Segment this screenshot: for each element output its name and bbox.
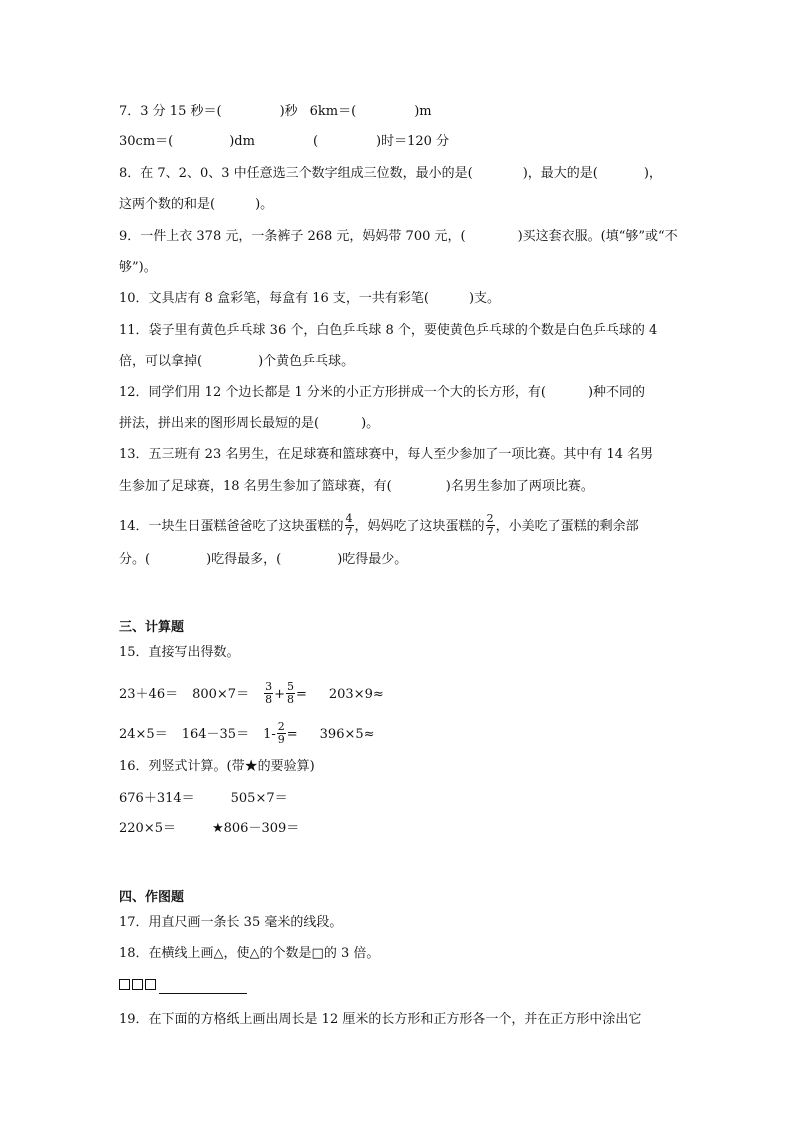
fraction-denominator: 7 [345, 525, 353, 538]
q15-row2 [119, 722, 375, 747]
q13-text: )名男生参加了两项比赛。 [445, 479, 594, 494]
q9-line1 [119, 229, 678, 245]
q8-text: )。 [255, 197, 274, 212]
calc-item: 505×7＝ [230, 791, 288, 806]
q7-text-a: 7．3 分 15 秒＝( [119, 104, 222, 119]
calc-item: 800×7＝ [192, 687, 250, 702]
calc-item: 203×9≈ [328, 687, 384, 702]
q8-line2 [119, 197, 273, 213]
q14-text: 14．一块生日蛋糕爸爸吃了这块蛋糕的 [119, 519, 344, 534]
q9-line2 [119, 260, 157, 276]
q15-row1 [119, 682, 384, 707]
q11-text: 11．袋子里有黄色乒乓球 36 个，白色乒乓球 8 个，要使黄色乒乓球的个数是白色乒乓球的 4 [119, 323, 658, 338]
q11-line1 [119, 323, 657, 339]
q7-text-b: )秒 [279, 104, 298, 119]
square-icon [145, 979, 156, 990]
q11-line2 [119, 354, 354, 370]
answer-line[interactable] [159, 981, 247, 994]
equals-sign: = [295, 687, 307, 702]
q12-text: )种不同的 [587, 385, 646, 400]
calc-item: 396×5≈ [319, 727, 375, 742]
calc-item: 24×5＝ [119, 727, 168, 742]
q7-text-f: )dm [229, 134, 255, 149]
q7-text-g: ( [312, 134, 319, 149]
q14-text: ，妈妈吃了这块蛋糕的 [354, 519, 485, 534]
q12-line1 [119, 385, 645, 401]
equals-sign: = [286, 727, 298, 742]
q7-text-d: )m [414, 104, 432, 119]
q15-title: 15．直接写出得数。 [119, 645, 240, 660]
calc-item: 23＋46＝ [119, 687, 179, 702]
q7-line1 [119, 104, 432, 120]
q13-text: 13．五三班有 23 名男生，在足球赛和篮球赛中，每人至少参加了一项比赛。其中有 14 名男 [119, 447, 654, 462]
q12-text: )。 [361, 416, 380, 431]
q16-row1 [119, 791, 288, 807]
fraction-numerator: 2 [486, 512, 494, 525]
square-icon [119, 979, 130, 990]
q8-text: )，最大的是( [522, 166, 598, 181]
q14-text: 分。( [119, 552, 151, 567]
q14-text: ，小美吃了蛋糕的剩余部 [495, 519, 639, 534]
calc-item: 676＋314＝ [119, 791, 195, 806]
q18-drawing-row [119, 978, 247, 994]
q10-text: )支。 [468, 291, 501, 306]
q14-text: )吃得最少。 [337, 552, 408, 567]
q7-line2 [119, 134, 449, 150]
fraction-numerator: 4 [345, 512, 353, 525]
fraction [277, 721, 286, 746]
calc-item: 1- [263, 727, 276, 742]
calc-item: ★806－309＝ [211, 821, 300, 836]
q8-line1 [119, 166, 662, 182]
q8-text: 这两个数的和是( [119, 197, 216, 212]
fraction [486, 513, 495, 538]
q19-text: 19．在下面的方格纸上画出周长是 12 厘米的长方形和正方形各一个，并在正方形中涂出它 [119, 1012, 642, 1027]
q13-line2 [119, 479, 594, 495]
q16-row2 [119, 821, 299, 837]
q7-text-h: )时＝120 分 [376, 134, 450, 149]
q14-line1 [119, 514, 639, 539]
q12-text: 12．同学们用 12 个边长都是 1 分米的小正方形拼成一个大的长方形，有( [119, 385, 546, 400]
fraction [264, 681, 273, 706]
q11-text: )个黄色乒乓球。 [258, 354, 355, 369]
fraction-numerator: 5 [286, 680, 294, 693]
q14-line2 [119, 552, 407, 568]
fraction-denominator: 8 [286, 693, 294, 706]
q10-line [119, 291, 500, 307]
q11-text: 倍，可以拿掉( [119, 354, 203, 369]
calc-item: 220×5＝ [119, 821, 176, 836]
calc-item: 164－35＝ [181, 727, 250, 742]
q16-title: 16．列竖式计算。(带★的要验算) [119, 759, 315, 774]
q8-text: 8．在 7、2、0、3 中任意选三个数字组成三位数，最小的是( [119, 166, 473, 181]
fraction-numerator: 2 [277, 720, 285, 733]
fraction-denominator: 9 [277, 733, 285, 746]
q13-line1 [119, 447, 653, 463]
q9-text: 9．一件上衣 378 元，一条裤子 268 元，妈妈带 700 元，( [119, 229, 466, 244]
fraction-denominator: 7 [486, 525, 494, 538]
q13-text: 生参加了足球赛，18 名男生参加了篮球赛，有( [119, 479, 392, 494]
q7-text-e: 30cm＝( [119, 134, 174, 149]
fraction-denominator: 8 [265, 693, 273, 706]
section-title-calculation: 三、计算题 [119, 620, 185, 635]
fraction [345, 513, 354, 538]
q7-text-c: 6km＝( [309, 104, 357, 119]
q9-text: )买这套衣服。(填“够”或“不 [517, 229, 678, 244]
square-icon [132, 979, 143, 990]
fraction [286, 681, 295, 706]
fraction-numerator: 3 [265, 680, 273, 693]
q17-text: 17．用直尺画一条长 35 毫米的线段。 [119, 915, 343, 930]
q14-text: )吃得最多，( [206, 552, 282, 567]
q12-text: 拼法，拼出来的图形周长最短的是( [119, 416, 320, 431]
q10-text: 10．文具店有 8 盒彩笔，每盒有 16 支，一共有彩笔( [119, 291, 429, 306]
plus-sign: + [274, 687, 285, 702]
q18-text: 18．在横线上画△，使△的个数是□的 3 倍。 [119, 946, 380, 961]
q8-text: )， [643, 166, 662, 181]
q12-line2 [119, 416, 379, 432]
q9-text: 够”)。 [119, 260, 157, 275]
section-title-drawing: 四、作图题 [119, 890, 185, 905]
